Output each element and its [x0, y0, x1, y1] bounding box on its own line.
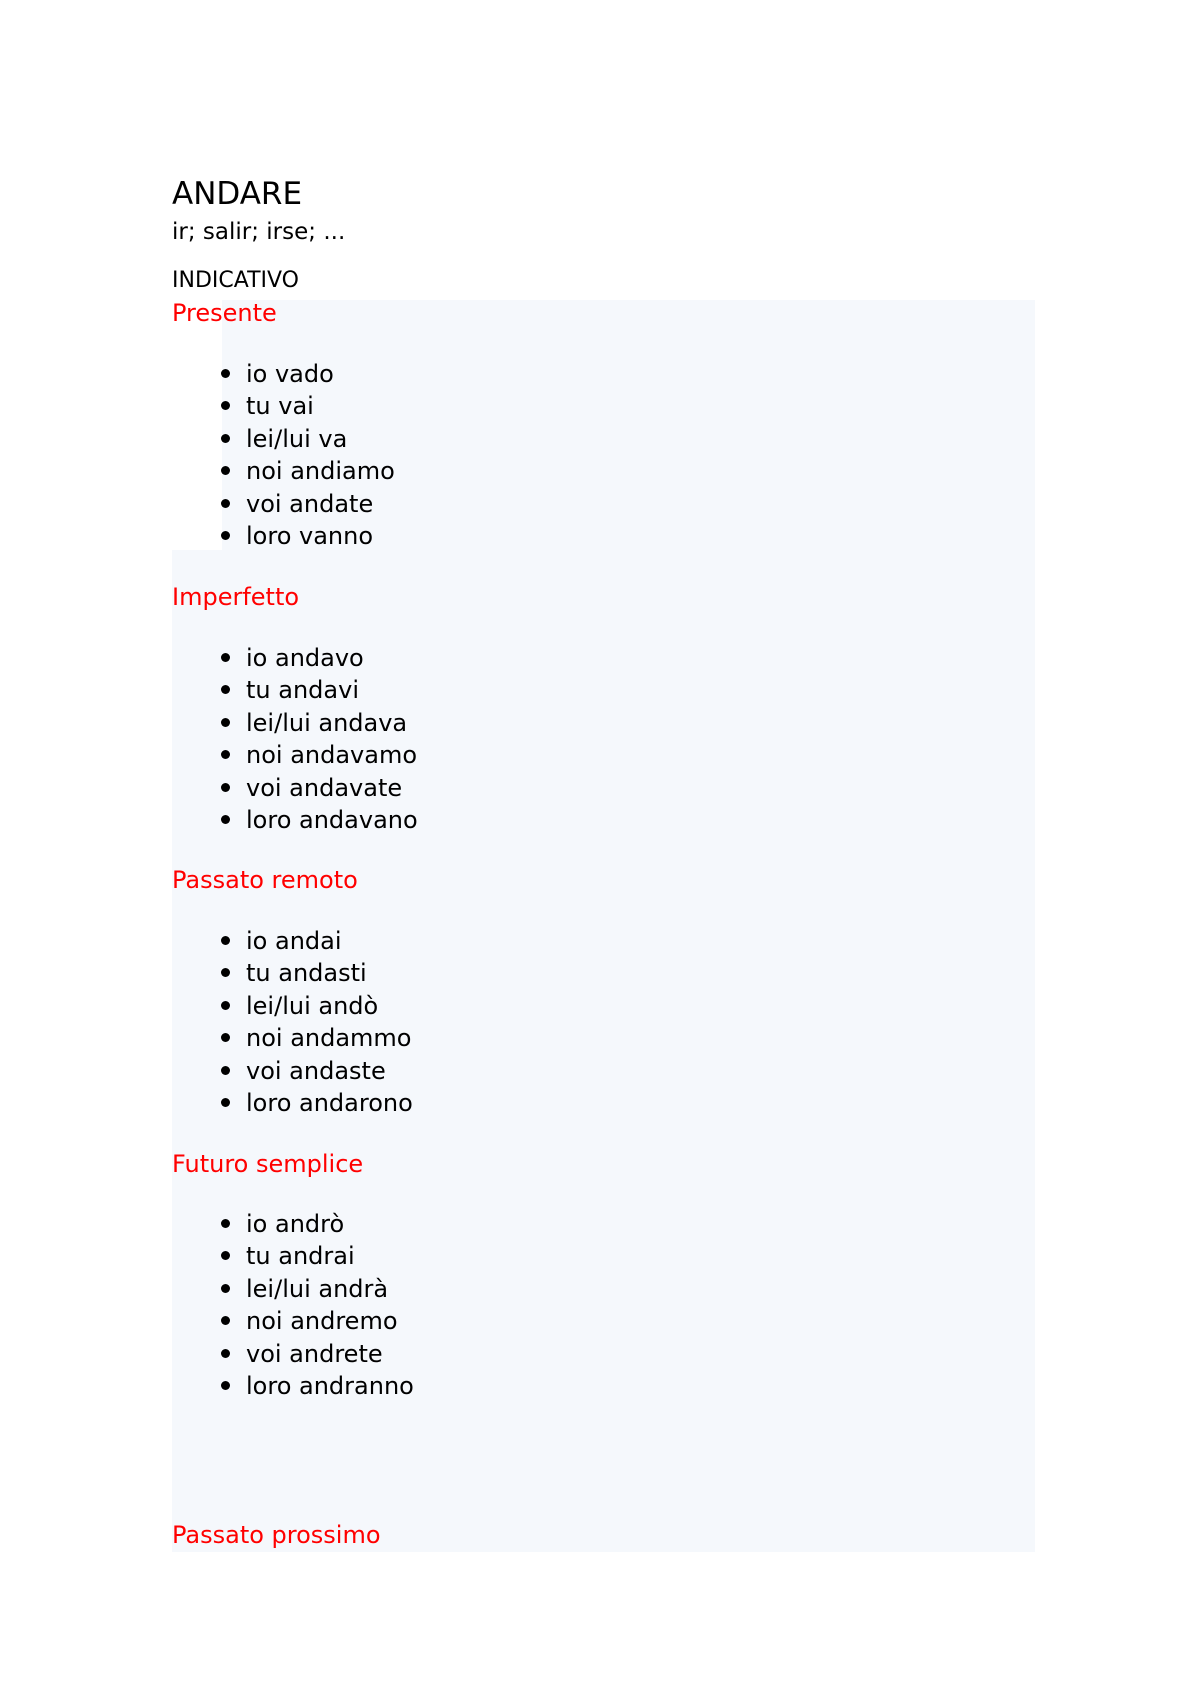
conjugation-form: loro andranno — [246, 1371, 414, 1400]
conjugation-form: io vado — [246, 360, 334, 388]
verb-title: ANDARE — [172, 176, 303, 212]
conjugation-form: noi andammo — [246, 1024, 412, 1053]
tense-heading-futuro-semplice: Futuro semplice — [172, 1150, 364, 1178]
conjugation-form: voi andavate — [246, 773, 403, 802]
tense-heading-passato-prossimo: Passato prossimo — [172, 1521, 381, 1549]
bullet-icon — [221, 1001, 230, 1010]
bullet-icon — [221, 815, 230, 824]
bullet-icon — [221, 1066, 230, 1075]
bullet-icon — [221, 369, 230, 378]
conjugation-form: io andai — [246, 927, 342, 955]
conjugation-form: lei/lui andò — [246, 991, 379, 1020]
conjugation-form: tu vai — [246, 392, 314, 421]
conjugation-form: tu andavi — [246, 676, 359, 705]
conjugation-form: tu andasti — [246, 959, 367, 988]
conjugation-form: loro vanno — [246, 521, 374, 550]
bullet-icon — [221, 499, 230, 508]
conjugation-form: tu andrai — [246, 1242, 355, 1271]
conjugation-form: loro andavano — [246, 805, 418, 834]
conjugation-form: noi andremo — [246, 1307, 398, 1336]
conjugation-form: noi andiamo — [246, 457, 395, 486]
conjugation-form: lei/lui andrà — [246, 1274, 389, 1303]
tense-heading-passato-remoto: Passato remoto — [172, 866, 358, 894]
tense-heading-presente: Presente — [172, 299, 277, 327]
conjugation-form: io andrò — [246, 1210, 345, 1238]
conjugation-form: lei/lui andava — [246, 708, 408, 737]
bullet-icon — [221, 936, 230, 945]
conjugation-form: lei/lui va — [246, 424, 348, 453]
conjugation-form: loro andarono — [246, 1088, 413, 1117]
conjugation-form: io andavo — [246, 644, 364, 672]
bullet-icon — [221, 531, 230, 540]
bullet-icon — [221, 434, 230, 443]
verb-translation: ir; salir; irse; ... — [172, 219, 346, 245]
conjugation-form: noi andavamo — [246, 741, 418, 770]
conjugation-form: voi andaste — [246, 1056, 386, 1085]
bullet-icon — [221, 1098, 230, 1107]
bullet-icon — [221, 718, 230, 727]
bullet-icon — [221, 653, 230, 662]
tense-heading-imperfetto: Imperfetto — [172, 583, 300, 611]
conjugation-form: voi andrete — [246, 1339, 383, 1368]
conjugation-form: voi andate — [246, 489, 374, 518]
bullet-icon — [221, 1284, 230, 1293]
mood-heading: INDICATIVO — [172, 268, 299, 293]
bullet-icon — [221, 1381, 230, 1390]
bullet-icon — [221, 1219, 230, 1228]
bullet-icon — [221, 1349, 230, 1358]
bullet-icon — [221, 783, 230, 792]
